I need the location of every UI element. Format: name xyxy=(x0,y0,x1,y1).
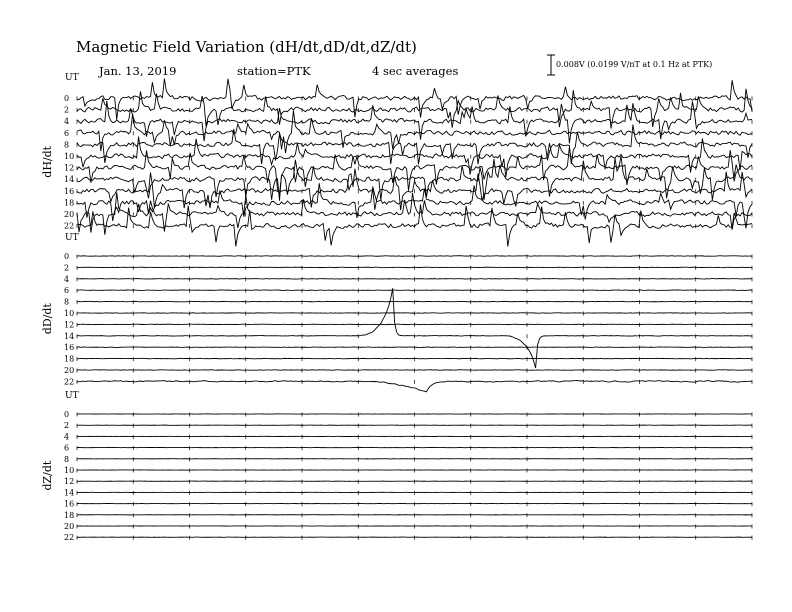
row-label: 18 xyxy=(64,354,75,364)
row-label: 14 xyxy=(64,175,75,185)
time-unit-label: UT xyxy=(65,391,79,401)
trace-dD-dt-row-12 xyxy=(77,324,752,325)
row-label: 16 xyxy=(64,343,75,353)
chart-title: Magnetic Field Variation (dH/dt,dD/dt,dZ/dt) xyxy=(76,38,417,56)
row-label: 8 xyxy=(64,454,70,464)
time-unit-label: UT xyxy=(65,73,79,83)
scale-bar-label: 0.008V (0.0199 V/nT at 0.1 Hz at PTK) xyxy=(556,60,713,69)
row-label: 6 xyxy=(64,128,70,138)
row-label: 16 xyxy=(64,499,75,509)
row-label: 22 xyxy=(64,377,75,387)
row-label: 4 xyxy=(64,117,70,127)
row-label: 10 xyxy=(64,309,75,318)
panel-dD-dt xyxy=(41,233,752,392)
row-label: 4 xyxy=(64,432,70,442)
row-label: 12 xyxy=(64,320,75,330)
panel-ylabel: dZ/dt xyxy=(41,460,54,491)
row-label: 16 xyxy=(64,186,75,196)
station-label: station=PTK xyxy=(237,64,311,78)
row-label: 12 xyxy=(64,477,75,487)
averaging-label: 4 sec averages xyxy=(372,64,459,78)
scale-bar xyxy=(547,55,555,75)
row-label: 0 xyxy=(64,94,70,103)
trace-dD-dt-row-0 xyxy=(77,256,752,257)
row-label: 2 xyxy=(64,105,70,115)
panel-ylabel: dD/dt xyxy=(41,303,54,335)
row-label: 10 xyxy=(64,152,75,161)
row-label: 8 xyxy=(64,297,70,307)
row-label: 6 xyxy=(64,443,70,453)
row-label: 6 xyxy=(64,286,70,296)
row-label: 0 xyxy=(64,410,70,419)
row-label: 18 xyxy=(64,198,75,208)
row-label: 20 xyxy=(64,210,75,219)
panel-ylabel: dH/dt xyxy=(41,145,54,178)
row-label: 8 xyxy=(64,140,70,150)
panel-dH-dt xyxy=(41,73,752,246)
row-label: 20 xyxy=(64,366,75,375)
row-label: 22 xyxy=(64,221,75,231)
panel-dZ-dt xyxy=(41,391,752,542)
row-label: 2 xyxy=(64,421,70,431)
row-label: 22 xyxy=(64,533,75,543)
row-label: 14 xyxy=(64,488,75,498)
row-label: 2 xyxy=(64,263,70,273)
row-label: 10 xyxy=(64,466,75,475)
row-label: 14 xyxy=(64,331,75,341)
row-label: 12 xyxy=(64,163,75,173)
row-label: 20 xyxy=(64,522,75,531)
row-label: 18 xyxy=(64,510,75,520)
row-label: 0 xyxy=(64,252,70,261)
time-unit-label: UT xyxy=(65,233,79,243)
row-label: 4 xyxy=(64,274,70,284)
date-label: Jan. 13, 2019 xyxy=(99,64,177,78)
trace-dH-dt-row-12 xyxy=(77,147,752,194)
trace-dH-dt-row-14 xyxy=(77,156,752,201)
